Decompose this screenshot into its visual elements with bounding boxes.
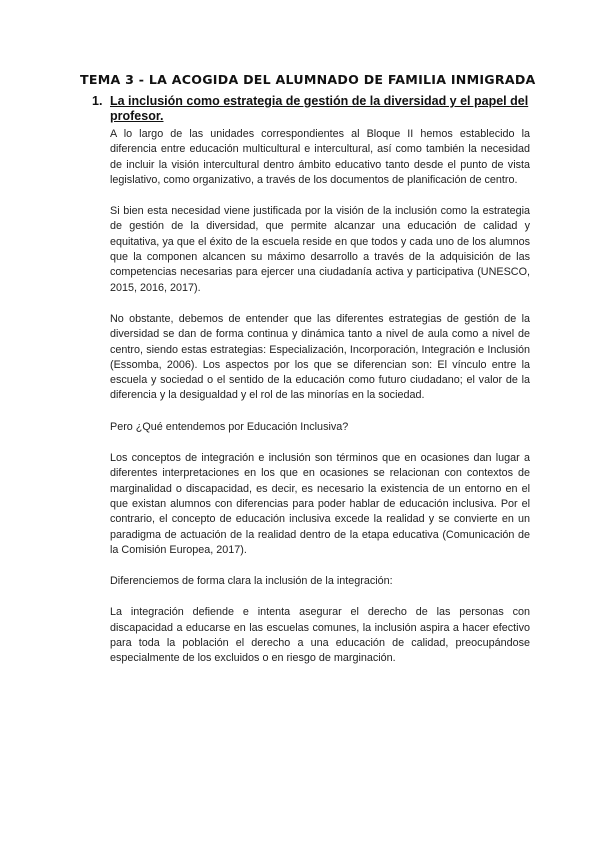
paragraph: No obstante, debemos de entender que las diferentes estrategias de gestión de la diversidad se dan de forma continua y dinámica tanto a nivel de aula como a nivel de centro, siendo estas estrategias: Especialización, Incorporación, Integración e Inclusión (Essomba, 2006). Los aspectos por los que se diferencian son: El vínculo entre la escuela y sociedad o el sentido de la educación como futuro ciudadano; el valor de la diferencia y la desigualdad y el rol de las minorías en la sociedad. xyxy=(110,312,530,402)
paragraph-question: Pero ¿Qué entendemos por Educación Inclusiva? xyxy=(110,420,349,433)
paragraph: Si bien esta necesidad viene justificada por la visión de la inclusión como la estrategia de gestión de la diversidad, que permite alcanzar una educación de calidad y equitativa, ya que el éxito de la escuela reside en que todos y cada uno de los alumnos que la componen alcancen su máximo desarrollo a través de la adquisición de las competencias necesarias para ejercer una ciudadanía activa y participativa (UNESCO, 2015, 2016, 2017). xyxy=(110,205,530,294)
paragraph: La integración defiende e intenta asegurar el derecho de las personas con discapacidad a educarse en las escuelas comunes, la inclusión aspira a hacer efectivo para toda la población el derecho a una educación de calidad, preocupándose especialmente de los excluidos o en riesgo de marginación. xyxy=(110,606,530,665)
paragraph-intro: Diferenciemos de forma clara la inclusión de la integración: xyxy=(110,575,393,588)
paragraph: A lo largo de las unidades correspondientes al Bloque II hemos establecido la diferencia entre educación multicultural e intercultural, así como también la necesidad de incluir la visión intercultural dentro ámbito educativo tanto desde el punto de vista legislativo, como organizativo, a través de los documentos de planificación de centro. xyxy=(110,128,530,186)
paragraph: Los conceptos de integración e inclusión son términos que en ocasiones dan lugar a diferentes interpretaciones en los que en ocasiones se relacionan con contextos de marginalidad o discapacidad, es decir, es necesario la existencia de un entorno en el que existan alumnos con diferencias para poder hablar de educación inclusiva. Por el contrario, el concepto de educación inclusiva excede la realidad y se convierte en un paradigma de actuación de la realidad dentro de la etapa educativa (Comunicación de la Comisión Europea, 2017). xyxy=(110,452,530,556)
section-title: La inclusión como estrategia de gestión de la diversidad y el papel del profesor. xyxy=(110,94,529,123)
section-number: 1. xyxy=(92,94,103,108)
document-title: TEMA 3 - LA ACOGIDA DEL ALUMNADO DE FAMILIA INMIGRADA xyxy=(80,72,536,87)
document-body xyxy=(110,127,530,683)
